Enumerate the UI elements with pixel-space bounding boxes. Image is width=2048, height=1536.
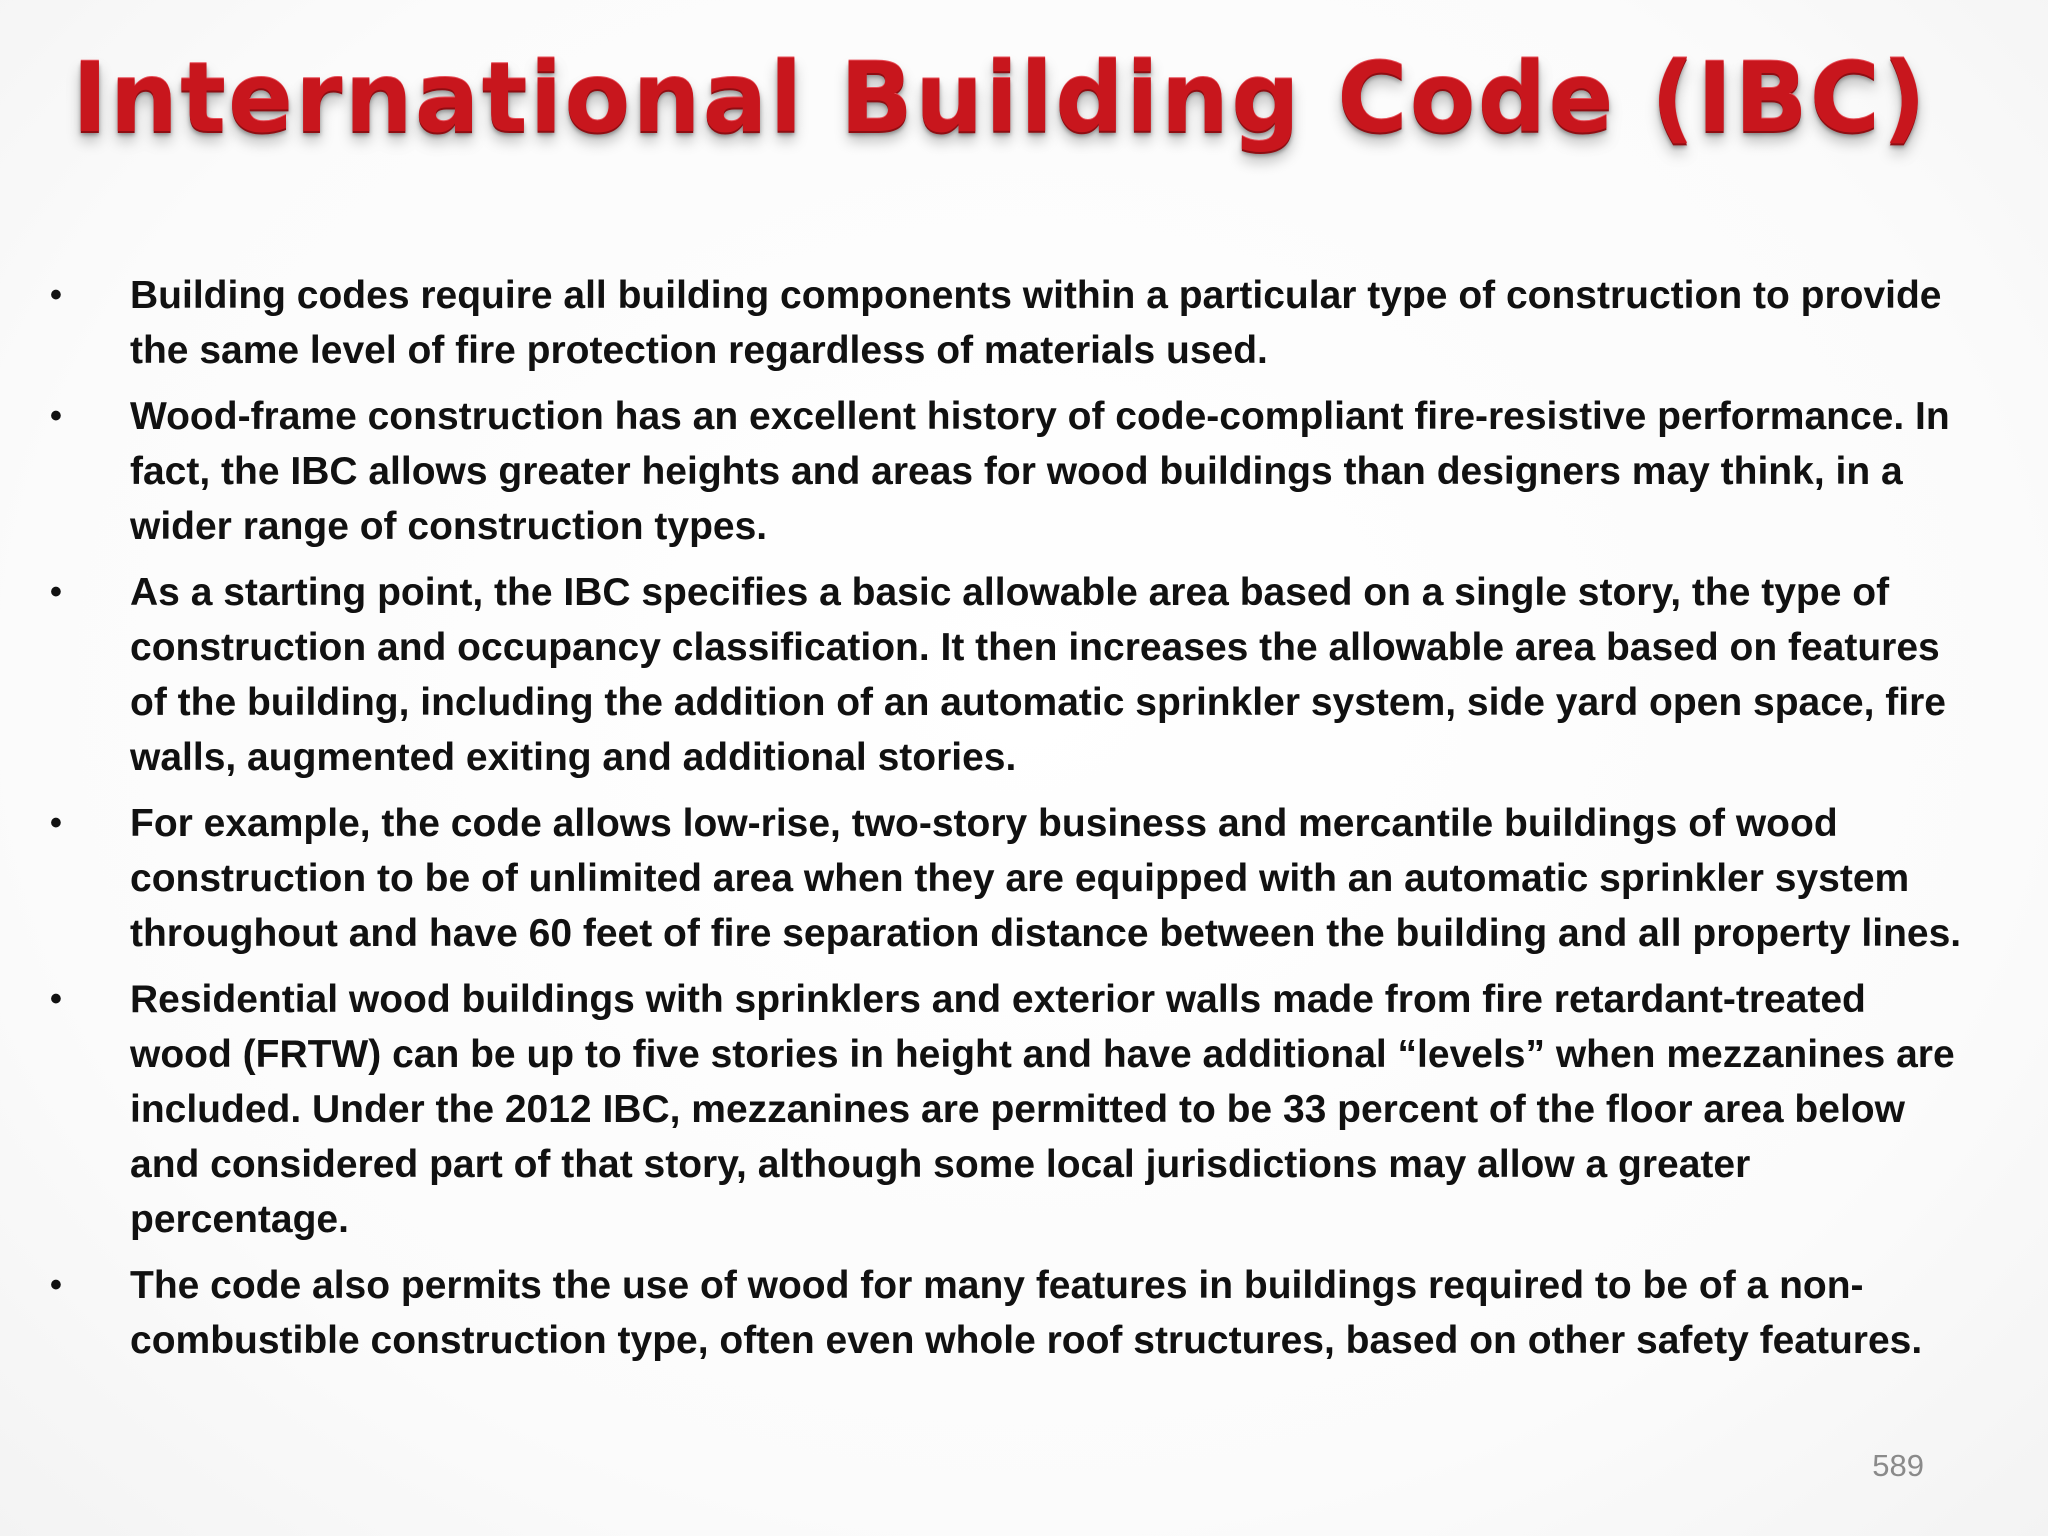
bullet-text: Wood-frame construction has an excellent history of code-compliant fire-resistive performance. In fact, the IBC allows greater heights and areas for wood buildings than designers may think, in a wider range of construction types. xyxy=(130,395,1950,548)
bullet-icon: • xyxy=(50,573,62,611)
bullet-item xyxy=(50,796,1970,961)
bullet-list xyxy=(50,268,1970,1379)
bullet-item xyxy=(50,972,1970,1247)
bullet-item xyxy=(50,1258,1970,1368)
bullet-item xyxy=(50,565,1970,785)
bullet-icon: • xyxy=(50,804,62,842)
bullet-icon: • xyxy=(50,397,62,435)
bullet-text: Building codes require all building components within a particular type of construction to provide the same level of fire protection regardless of materials used. xyxy=(130,274,1942,372)
slide-title: International Building Code (IBC) xyxy=(72,42,1928,154)
bullet-item xyxy=(50,389,1970,554)
page-number: 589 xyxy=(1872,1448,1924,1483)
bullet-text: Residential wood buildings with sprinklers and exterior walls made from fire retardant-treated wood (FRTW) can be up to five stories in height and have additional “levels” when mezzanines are included. Under the 2012 IBC, mezzanines are permitted to be 33 percent of the floor area below and considered part of that story, although some local jurisdictions may allow a greater percentage. xyxy=(130,978,1955,1241)
bullet-icon: • xyxy=(50,1266,62,1304)
bullet-text: As a starting point, the IBC specifies a basic allowable area based on a single story, the type of construction and occupancy classification. It then increases the allowable area based on features of the building, including the addition of an automatic sprinkler system, side yard open space, fire walls, augmented exiting and additional stories. xyxy=(130,571,1946,779)
bullet-text: The code also permits the use of wood for many features in buildings required to be of a non-combustible construction type, often even whole roof structures, based on other safety features. xyxy=(130,1264,1923,1362)
bullet-icon: • xyxy=(50,980,62,1018)
bullet-item xyxy=(50,268,1970,378)
bullet-icon: • xyxy=(50,276,62,314)
bullet-text: For example, the code allows low-rise, two-story business and mercantile buildings of wood construction to be of unlimited area when they are equipped with an automatic sprinkler system throughout and have 60 feet of fire separation distance between the building and all property lines. xyxy=(130,802,1962,955)
